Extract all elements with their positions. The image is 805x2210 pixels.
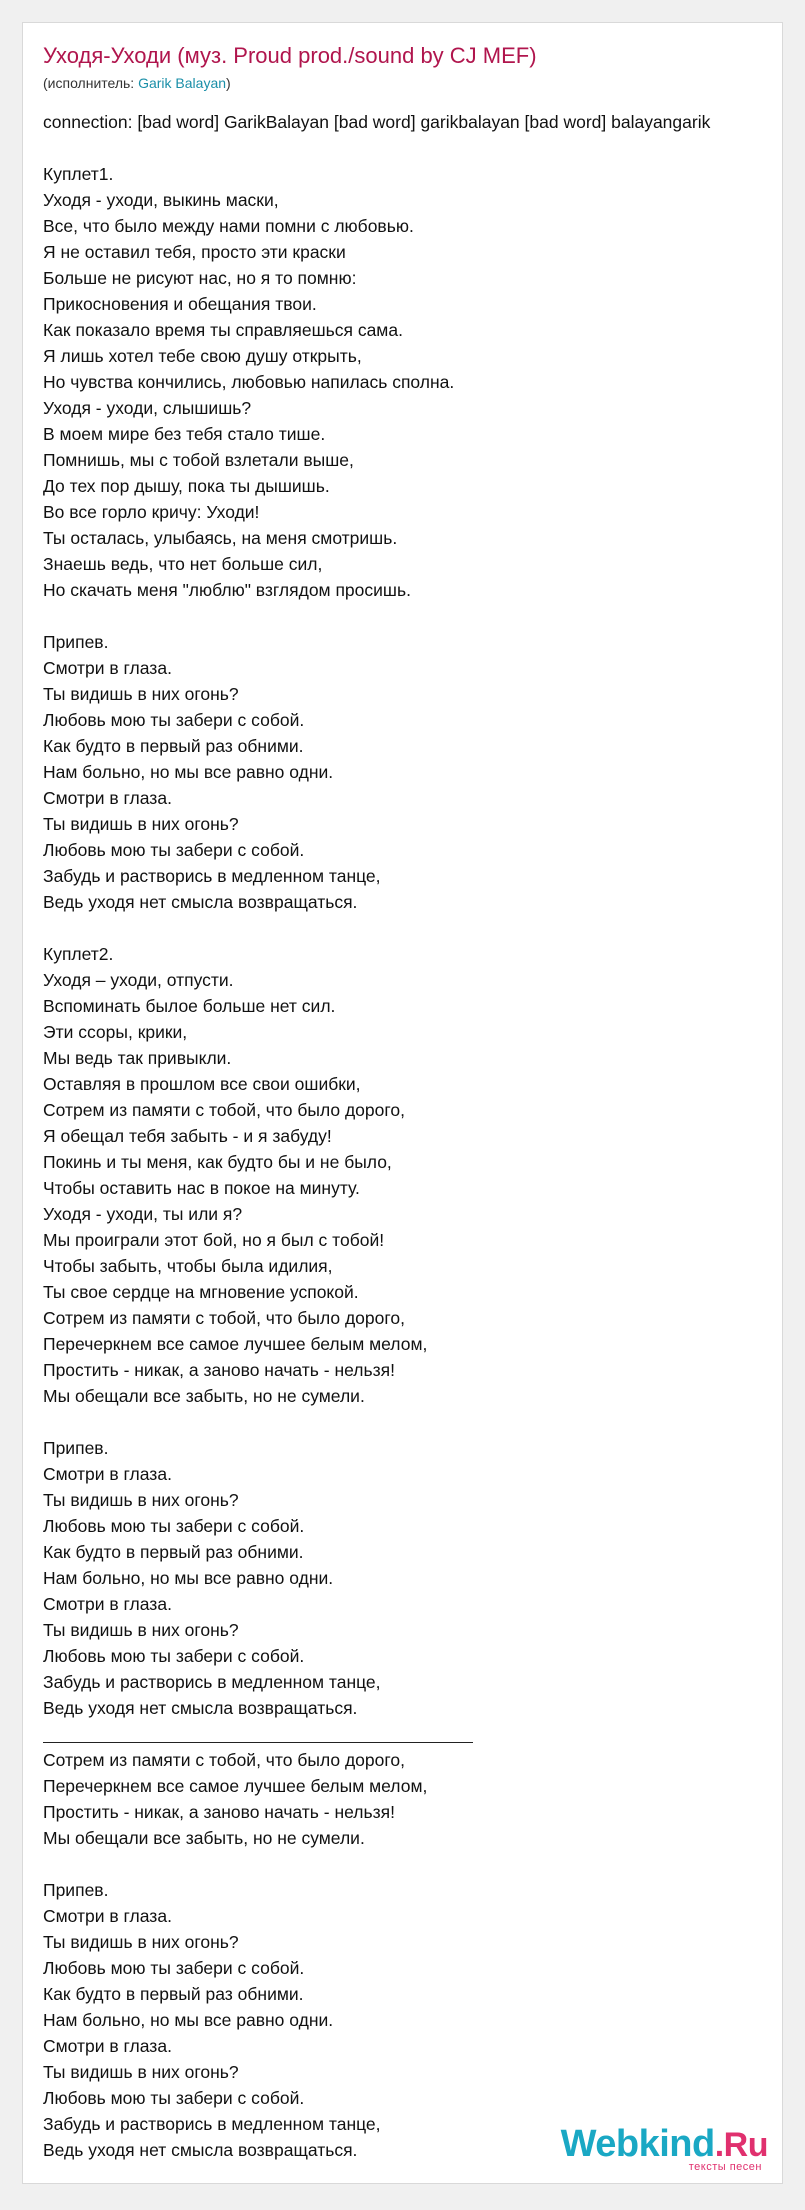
lyric-line: Ведь уходя нет смысла возвращаться. <box>43 892 358 912</box>
lyric-line: Оставляя в прошлом все свои ошибки, <box>43 1074 361 1094</box>
lyric-line: Ты видишь в них огонь? <box>43 684 239 704</box>
lyric-line: Мы обещали все забыть, но не сумели. <box>43 1386 365 1406</box>
lyric-line: Но чувства кончились, любовью напилась сполна. <box>43 372 455 392</box>
lyric-line: Перечеркнем все самое лучшее белым мелом, <box>43 1334 428 1354</box>
lyric-line: Покинь и ты меня, как будто бы и не было, <box>43 1152 392 1172</box>
lyric-line: Любовь мою ты забери с собой. <box>43 1958 305 1978</box>
lyric-line: Во все горло кричу: Уходи! <box>43 502 260 522</box>
lyric-line: Смотри в глаза. <box>43 1594 172 1614</box>
performer-prefix: (исполнитель: <box>43 75 139 91</box>
lyric-line: Мы обещали все забыть, но не сумели. <box>43 1828 365 1848</box>
lyric-line: Смотри в глаза. <box>43 2036 172 2056</box>
lyric-line: Ты видишь в них огонь? <box>43 1932 239 1952</box>
stanza-gap <box>43 135 783 161</box>
lyric-line: Забудь и растворись в медленном танце, <box>43 1672 381 1692</box>
lyric-line: Забудь и растворись в медленном танце, <box>43 2114 381 2134</box>
lyric-line: Больше не рисуют нас, но я то помню: <box>43 268 357 288</box>
lyric-line: Ведь уходя нет смысла возвращаться. <box>43 1698 358 1718</box>
lyric-line: Как будто в первый раз обними. <box>43 1984 304 2004</box>
lyric-line: Я обещал тебя забыть - и я забуду! <box>43 1126 332 1146</box>
performer-suffix: ) <box>226 75 231 91</box>
lyric-line: Мы проиграли этот бой, но я был с тобой! <box>43 1230 385 1250</box>
lyric-line: Припев. <box>43 632 109 652</box>
lyric-line: Смотри в глаза. <box>43 788 172 808</box>
stanza-gap <box>43 915 783 941</box>
lyric-line: Но скачать меня "люблю" взглядом просишь. <box>43 580 411 600</box>
lyric-line: Любовь мою ты забери с собой. <box>43 840 305 860</box>
lyric-line: Припев. <box>43 1438 109 1458</box>
lyric-line: Сотрем из памяти с тобой, что было дорого, <box>43 1750 405 1770</box>
lyric-line: Куплет1. <box>43 164 114 184</box>
lyric-line: Любовь мою ты забери с собой. <box>43 1516 305 1536</box>
lyric-line: Уходя - уходи, слышишь? <box>43 398 252 418</box>
lyric-line: Уходя - уходи, выкинь маски, <box>43 190 279 210</box>
lyric-line: Прикосновения и обещания твои. <box>43 294 317 314</box>
lyric-line: Смотри в глаза. <box>43 1906 172 1926</box>
lyric-line: Ты свое сердце на мгновение успокой. <box>43 1282 359 1302</box>
song-title: Уходя-Уходи (муз. Proud prod./sound by CJ MEF) <box>43 43 537 68</box>
lyric-line: Простить - никак, а заново начать - нельзя! <box>43 1360 395 1380</box>
lyric-line: Как будто в первый раз обними. <box>43 1542 304 1562</box>
lyric-line: Ты видишь в них огонь? <box>43 1490 239 1510</box>
lyric-line: Простить - никак, а заново начать - нельзя! <box>43 1802 395 1822</box>
lyric-line: Куплет2. <box>43 944 114 964</box>
lyric-line: Ты видишь в них огонь? <box>43 2062 239 2082</box>
lyric-line: Сотрем из памяти с тобой, что было дорого, <box>43 1308 405 1328</box>
lyric-line: В моем мире без тебя стало тише. <box>43 424 326 444</box>
stanza-gap <box>43 1851 783 1877</box>
lyric-line: Помнишь, мы с тобой взлетали выше, <box>43 450 354 470</box>
lyric-line: Ты видишь в них огонь? <box>43 814 239 834</box>
stanza-gap <box>43 1409 783 1435</box>
lyric-line: Вспоминать былое больше нет сил. <box>43 996 336 1016</box>
lyric-line: Все, что было между нами помни с любовью. <box>43 216 414 236</box>
lyric-line: Уходя – уходи, отпусти. <box>43 970 234 990</box>
performer-link[interactable]: Garik Balayan <box>138 75 227 91</box>
lyric-line: Как будто в первый раз обними. <box>43 736 304 756</box>
logo-tagline: тексты песен <box>688 2161 762 2173</box>
logo-name: Webkind <box>560 2123 715 2165</box>
lyric-line: Уходя - уходи, ты или я? <box>43 1204 243 1224</box>
lyric-line: Любовь мою ты забери с собой. <box>43 1646 305 1666</box>
lyric-line: Нам больно, но мы все равно одни. <box>43 2010 334 2030</box>
lyric-line: Припев. <box>43 1880 109 1900</box>
lyric-line: Смотри в глаза. <box>43 658 172 678</box>
section-divider <box>43 1721 473 1747</box>
lyric-line: Знаешь ведь, что нет больше сил, <box>43 554 323 574</box>
lyric-line: Нам больно, но мы все равно одни. <box>43 762 334 782</box>
lyric-line: Мы ведь так привыкли. <box>43 1048 232 1068</box>
lyric-line: Любовь мою ты забери с собой. <box>43 710 305 730</box>
lyric-line: Чтобы забыть, чтобы была идилия, <box>43 1256 333 1276</box>
lyric-line: Любовь мою ты забери с собой. <box>43 2088 305 2108</box>
lyric-line: Забудь и растворись в медленном танце, <box>43 866 381 886</box>
lyric-line: Ты осталась, улыбаясь, на меня смотришь. <box>43 528 398 548</box>
lyric-line: Я не оставил тебя, просто эти краски <box>43 242 346 262</box>
lyric-line: Смотри в глаза. <box>43 1464 172 1484</box>
lyric-line: Нам больно, но мы все равно одни. <box>43 1568 334 1588</box>
logo-wordmark <box>561 2124 768 2165</box>
lyric-line: connection: [bad word] GarikBalayan [bad word] garikbalayan [bad word] balayangarik <box>43 112 711 132</box>
lyric-line: Чтобы оставить нас в покое на минуту. <box>43 1178 360 1198</box>
lyric-line: Я лишь хотел тебе свою душу открыть, <box>43 346 362 366</box>
lyric-line: Ведь уходя нет смысла возвращаться. <box>43 2140 358 2160</box>
lyrics-body <box>43 109 783 2163</box>
lyric-line: Ты видишь в них огонь? <box>43 1620 239 1640</box>
lyrics-card <box>22 22 783 2184</box>
site-logo[interactable] <box>561 2124 768 2173</box>
stanza-gap <box>43 603 783 629</box>
performer-line <box>43 75 231 91</box>
lyric-line: Эти ссоры, крики, <box>43 1022 188 1042</box>
logo-tld: .Ru <box>714 2126 768 2164</box>
lyric-line: Сотрем из памяти с тобой, что было дорого, <box>43 1100 405 1120</box>
lyric-line: Как показало время ты справляешься сама. <box>43 320 403 340</box>
lyric-line: До тех пор дышу, пока ты дышишь. <box>43 476 330 496</box>
lyric-line: Перечеркнем все самое лучшее белым мелом, <box>43 1776 428 1796</box>
